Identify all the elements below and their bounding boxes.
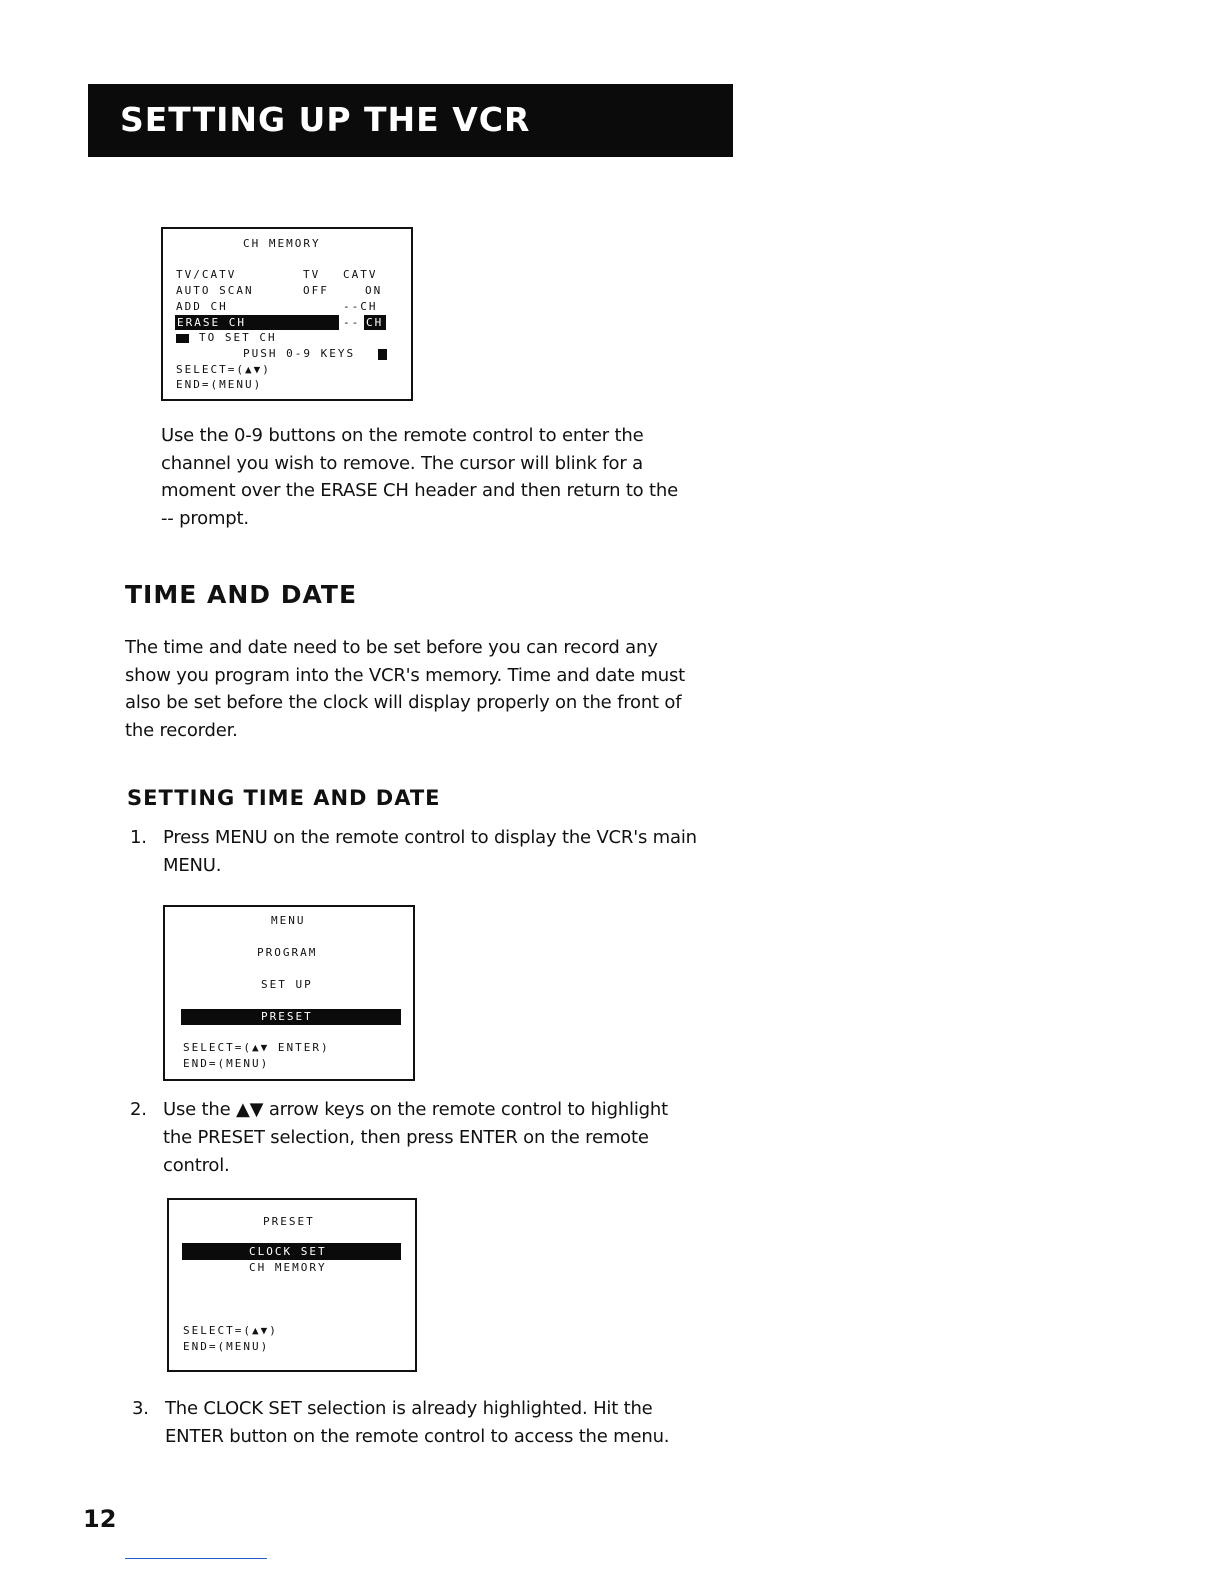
paragraph-line: moment over the ERASE CH header and then return to the (161, 480, 678, 501)
step-number: 3. (132, 1398, 149, 1419)
osd-end-hint: END=(MENU) (183, 1340, 270, 1353)
page-header-title: SETTING UP THE VCR (120, 100, 531, 139)
osd-row-value: TV (303, 268, 321, 281)
step-number: 2. (130, 1099, 147, 1120)
osd-menu-item: SET UP (261, 978, 313, 991)
osd-select-hint: SELECT=(▲▼) (176, 363, 271, 376)
osd-row-label: AUTO SCAN (176, 284, 254, 297)
time-date-paragraph (125, 634, 685, 744)
page-number: 12 (83, 1505, 117, 1533)
paragraph-line: The time and date need to be set before you can record any (125, 637, 658, 658)
ch-memory-screen (161, 227, 413, 401)
step-line: ENTER button on the remote control to access the menu. (165, 1426, 670, 1447)
osd-row-value: ON (365, 284, 383, 297)
osd-highlight-item: PRESET (261, 1010, 313, 1023)
step-line: control. (163, 1155, 230, 1176)
page-header-banner (88, 84, 733, 157)
osd-row-label: ADD CH (176, 300, 228, 313)
osd-end-hint: END=(MENU) (183, 1057, 270, 1070)
osd-highlight-label: ERASE CH (177, 316, 246, 329)
cursor-square-icon (378, 349, 387, 360)
paragraph-line: Use the 0-9 buttons on the remote control to enter the (161, 425, 644, 446)
paragraph-line: show you program into the VCR's memory. Time and date must (125, 664, 686, 686)
step-line: Press MENU on the remote control to display the VCR's main (163, 827, 697, 848)
osd-highlight-value: CH (366, 316, 384, 329)
section-heading-setting-time-and-date: SETTING TIME AND DATE (127, 786, 441, 810)
step-number: 1. (130, 827, 147, 848)
paragraph-line: also be set before the clock will display properly on the front of (125, 692, 682, 713)
osd-row-value: --CH (343, 300, 378, 313)
osd-title: MENU (271, 914, 306, 927)
osd-row-value: OFF (303, 284, 329, 297)
preset-menu-screen (167, 1198, 417, 1372)
main-menu-screen (163, 905, 415, 1081)
step-line: MENU. (163, 855, 222, 876)
paragraph-line: -- prompt. (161, 507, 249, 529)
osd-menu-item: PROGRAM (257, 946, 318, 959)
osd-menu-item: CH MEMORY (249, 1261, 327, 1274)
step-line: The CLOCK SET selection is already highlighted. Hit the (165, 1398, 653, 1419)
footer-rule (125, 1558, 267, 1559)
section-heading-time-and-date: TIME AND DATE (125, 580, 358, 609)
osd-hint-line2: PUSH 0-9 KEYS (243, 347, 356, 360)
step-line: Use the ▲▼ arrow keys on the remote control to highlight (163, 1099, 668, 1120)
osd-end-hint: END=(MENU) (176, 378, 263, 391)
osd-hint-line1: TO SET CH (199, 331, 277, 344)
osd-highlight-item: CLOCK SET (249, 1245, 327, 1258)
osd-row-value: CATV (343, 268, 378, 281)
intro-paragraph (161, 422, 678, 532)
cursor-square-icon (176, 334, 189, 343)
paragraph-line: the recorder. (125, 719, 238, 741)
osd-highlight-prompt: -- (343, 316, 361, 329)
step-line: the PRESET selection, then press ENTER on the remote (163, 1127, 649, 1148)
osd-title: PRESET (263, 1215, 315, 1228)
osd-select-hint: SELECT=(▲▼ ENTER) (183, 1041, 330, 1054)
osd-title: CH MEMORY (243, 237, 321, 250)
osd-select-hint: SELECT=(▲▼) (183, 1324, 278, 1337)
osd-row-label: TV/CATV (176, 268, 237, 281)
paragraph-line: channel you wish to remove. The cursor will blink for a (161, 452, 643, 474)
